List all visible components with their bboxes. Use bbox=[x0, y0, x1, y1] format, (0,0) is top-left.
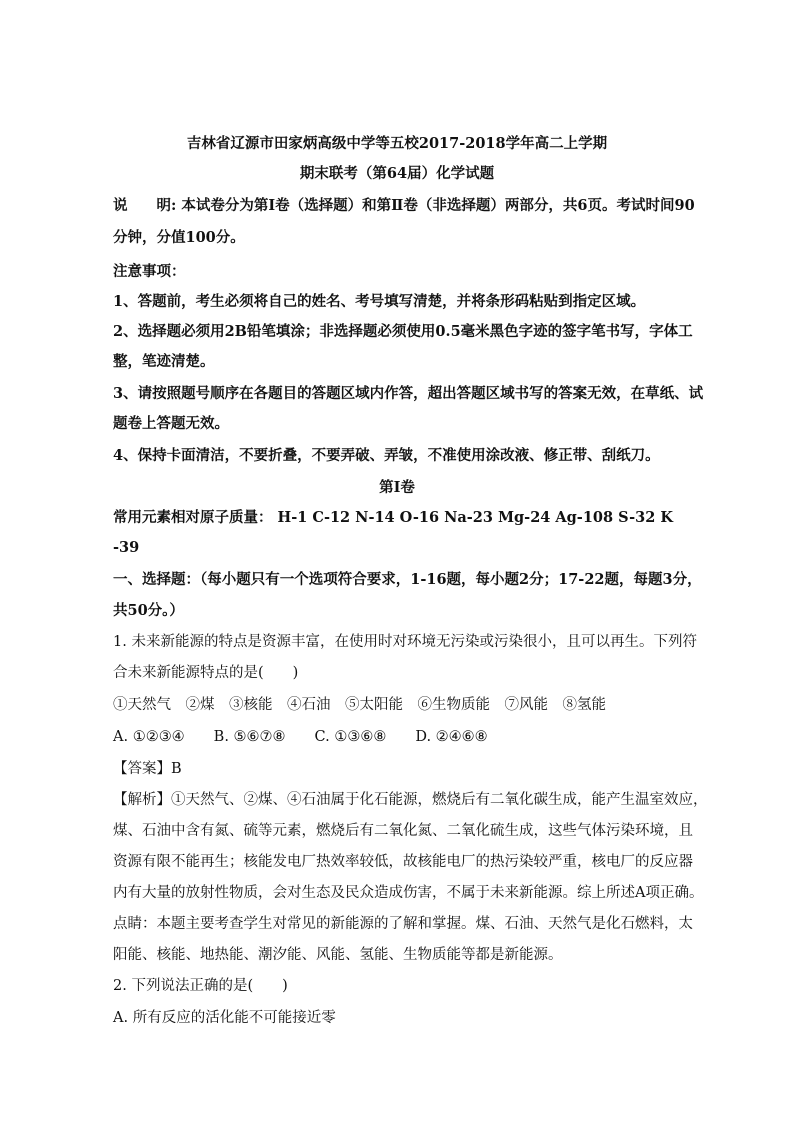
q1-comment-line1: 点睛：本题主要考查学生对常见的新能源的了解和掌握。煤、石油、天然气是化石燃料，太 bbox=[113, 916, 693, 932]
q1-analysis-line2: 煤、石油中含有氮、硫等元素，燃烧后有二氧化氮、二氧化硫生成，这些气体污染环境，且 bbox=[113, 823, 693, 839]
q1-analysis-line4: 内有大量的放射性物质，会对生态及民众造成伤害，不属于未来新能源。综上所述A项正确。 bbox=[113, 885, 704, 901]
q2-stem: 2. 下列说法正确的是( ) bbox=[113, 978, 288, 994]
exam-title-line2: 期末联考（第64届）化学试题 bbox=[299, 165, 495, 182]
q1-items: ①天然气 ②煤 ③核能 ④石油 ⑤太阳能 ⑥生物质能 ⑦风能 ⑧氢能 bbox=[113, 697, 606, 713]
q1-answer: 【答案】B bbox=[113, 761, 182, 777]
atomic-mass-line1: 常用元素相对原子质量： H-1 C-12 N-14 O-16 Na-23 Mg-24 Ag-108 S-32 K bbox=[113, 509, 673, 526]
q2-option-a: A. 所有反应的活化能不可能接近零 bbox=[113, 1010, 336, 1026]
note-2a: 2、选择题必须用2B铅笔填涂；非选择题必须使用0.5毫米黑色字迹的签字笔书写，字体工 bbox=[113, 323, 693, 340]
note-3b: 题卷上答题无效。 bbox=[113, 415, 229, 432]
q1-stem-line1: 1. 未来新能源的特点是资源丰富，在使用时对环境无污染或污染很小，且可以再生。下列符 bbox=[113, 634, 697, 650]
note-1: 1、答题前，考生必须将自己的姓名、考号填写清楚，并将条形码粘贴到指定区域。 bbox=[113, 293, 646, 310]
note-2b: 整，笔迹清楚。 bbox=[113, 353, 215, 370]
q1-analysis-line3: 资源有限不能再生；核能发电厂热效率较低，故核能电厂的热污染较严重，核电厂的反应器 bbox=[113, 854, 693, 870]
note-4: 4、保持卡面清洁，不要折叠，不要弄破、弄皱，不准使用涂改液、修正带、刮纸刀。 bbox=[113, 447, 660, 464]
note-3a: 3、请按照题号顺序在各题目的答题区域内作答，超出答题区域书写的答案无效，在草纸、试 bbox=[113, 385, 704, 402]
instructions-line1: 说 明: 本试卷分为第Ⅰ卷（选择题）和第Ⅱ卷（非选择题）两部分，共6页。考试时间90 bbox=[113, 197, 695, 214]
instructions-line2: 分钟，分值100分。 bbox=[113, 229, 245, 246]
q1-stem-line2: 合未来新能源特点的是( ) bbox=[113, 665, 299, 681]
exam-title-line1: 吉林省辽源市田家炳高级中学等五校2017-2018学年高二上学期 bbox=[186, 135, 608, 152]
q1-comment-line2: 阳能、核能、地热能、潮汐能、风能、氢能、生物质能等都是新能源。 bbox=[113, 947, 563, 963]
notes-heading: 注意事项： bbox=[113, 263, 186, 280]
part1-heading-line2: 共50分。） bbox=[113, 602, 184, 619]
volume-title: 第Ⅰ卷 bbox=[379, 479, 415, 496]
atomic-mass-line2: -39 bbox=[113, 539, 140, 556]
q1-options: A. ①②③④ B. ⑤⑥⑦⑧ C. ①③⑥⑧ D. ②④⑥⑧ bbox=[113, 729, 488, 745]
q1-analysis-line1: 【解析】①天然气、②煤、④石油属于化石能源，燃烧后有二氧化碳生成，能产生温室效应， bbox=[113, 792, 708, 808]
part1-heading-line1: 一、选择题：（每小题只有一个选项符合要求，1-16题，每小题2分；17-22题，每题3分， bbox=[113, 571, 702, 588]
